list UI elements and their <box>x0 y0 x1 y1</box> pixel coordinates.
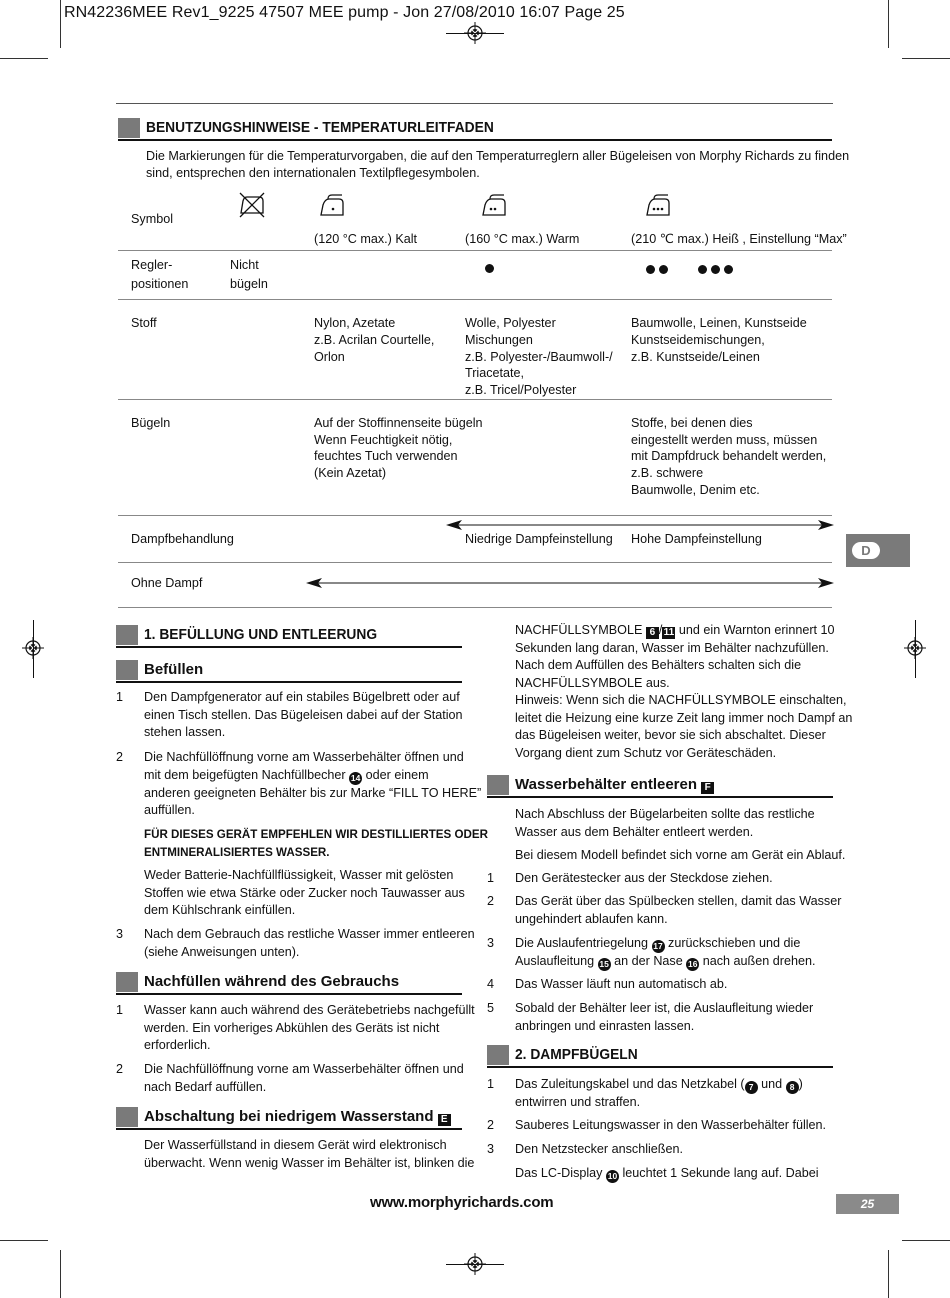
list-number: 2 <box>116 750 124 764</box>
list-item-line <box>515 1076 803 1094</box>
list-number: 1 <box>116 690 124 704</box>
text: ) <box>798 1077 803 1091</box>
list-item-line: ungehindert ablaufen kann. <box>515 911 668 926</box>
heading-square <box>116 625 138 645</box>
registration-line <box>915 620 916 678</box>
list-item: Den Gerätestecker aus der Steckdose ziehen. <box>515 871 773 885</box>
text: oder einem <box>365 767 429 782</box>
figure-letter-badge: F <box>701 782 714 794</box>
list-number: 2 <box>116 1062 124 1076</box>
list-item-line: nach Bedarf auffüllen. <box>144 1079 267 1094</box>
heading-underline <box>116 1128 462 1130</box>
sub-heading-refill <box>116 972 462 994</box>
text: Auslaufleitung <box>515 954 595 968</box>
paragraph-line: leitet die Heizung eine kurze Zeit lang immer noch Dampf an <box>515 710 853 725</box>
list-number: 5 <box>487 1001 495 1015</box>
crop-mark <box>0 1240 48 1241</box>
paragraph <box>515 622 852 762</box>
row-label-buegeln: Bügeln <box>131 416 171 430</box>
no-steam-range-arrow-icon <box>306 576 834 590</box>
note-line: Weder Batterie-Nachfüllflüssigkeit, Wasser mit gelösten <box>144 868 454 882</box>
text: und <box>761 1077 783 1091</box>
language-tab <box>846 534 910 567</box>
buegeln-cold: feuchtes Tuch verwenden <box>314 449 458 463</box>
buegeln-hot: Baumwolle, Denim etc. <box>631 483 760 497</box>
list-item: Den Netzstecker anschließen. <box>515 1142 683 1156</box>
part-number-badge: 14 <box>350 772 361 783</box>
section1-title: 1. BEFÜLLUNG UND ENTLEERUNG <box>144 626 378 643</box>
part-number-badge: 8 <box>786 1081 799 1094</box>
list-item-line: werden. Ein vorheriges Abkühlen des Geräts ist nicht <box>144 1020 440 1035</box>
regler-dot <box>724 265 733 274</box>
dampf-high: Hohe Dampfeinstellung <box>631 532 762 546</box>
warning-text <box>144 826 488 861</box>
list-item-line: Nach dem Gebrauch das restliche Wasser immer entleeren <box>144 927 475 941</box>
sub-heading-low-water-title <box>144 1108 451 1126</box>
paragraph: Bei diesem Modell befindet sich vorne am Gerät ein Ablauf. <box>515 848 846 862</box>
temp-warm: (160 °C max.) Warm <box>465 232 580 246</box>
warning-line: FÜR DIESES GERÄT EMPFEHLEN WIR DESTILLIERTES ODER <box>144 828 488 841</box>
registration-line <box>446 33 504 34</box>
figure-number-badge: 11 <box>663 627 675 638</box>
buegeln-cold: Auf der Stoffinnenseite bügeln <box>314 416 483 430</box>
list-item: Das Wasser läuft nun automatisch ab. <box>515 977 728 991</box>
row-label-regler: Regler- <box>131 258 173 272</box>
section1-heading <box>116 625 462 647</box>
heading-square <box>487 1045 509 1065</box>
heading-underline <box>118 139 832 141</box>
regler-dot <box>646 265 655 274</box>
list-item-line: Wasser kann auch während des Gerätebetriebs nachgefüllt <box>144 1003 475 1017</box>
paragraph-line <box>515 622 852 640</box>
iron-two-dots-icon <box>480 193 508 219</box>
no-iron-icon <box>238 191 266 219</box>
list-item-line: anderen geeigneten Behälter bis zur Marke “FILL TO HERE” <box>144 785 482 800</box>
list-number: 1 <box>116 1003 124 1017</box>
list-item-line <box>515 935 815 953</box>
row-label-ohne-dampf: Ohne Dampf <box>131 576 203 590</box>
list-item-line: erforderlich. <box>144 1038 211 1052</box>
sub-heading-refill-title: Nachfüllen während des Gebrauchs <box>144 973 400 990</box>
text: und ein Warnton erinnert 10 <box>678 623 835 637</box>
list-item <box>144 689 463 742</box>
stoff-cold: Orlon <box>314 350 345 364</box>
paragraph-line: Hinweis: Wenn sich die NACHFÜLLSYMBOLE einschalten, <box>515 693 847 707</box>
text: Die Auslaufentriegelung <box>515 936 649 950</box>
list-number: 4 <box>487 977 495 991</box>
stoff-warm: z.B. Tricel/Polyester <box>465 383 577 397</box>
list-item-line <box>515 953 815 971</box>
stoff-warm: Mischungen <box>465 333 533 347</box>
text: NACHFÜLLSYMBOLE <box>515 623 643 637</box>
list-item-line: einen Tisch stellen. Das Bügeleisen dabei auf der Station <box>144 707 463 722</box>
page-number: 25 <box>836 1194 899 1214</box>
regler-dot <box>485 264 494 273</box>
top-rule <box>116 103 833 104</box>
note-line: Stoffen wie etwa Stärke oder Zucker noch Tauwasser aus <box>144 885 465 900</box>
figure-number-badge: 6 <box>646 627 659 639</box>
crop-mark <box>60 0 61 48</box>
part-number-badge: 16 <box>688 959 698 969</box>
stoff-hot: z.B. Kunstseide/Leinen <box>631 350 760 364</box>
iron-one-dot-icon <box>318 193 346 219</box>
sub-heading-fill <box>116 660 462 682</box>
sub-heading-empty-title <box>515 776 714 794</box>
nicht-buegeln: bügeln <box>230 277 268 291</box>
stoff-hot: Baumwolle, Leinen, Kunstseide <box>631 316 807 330</box>
heading-square <box>487 775 509 795</box>
list-item <box>144 749 481 820</box>
regler-dot <box>659 265 668 274</box>
crop-mark <box>888 0 889 48</box>
crop-mark <box>60 1250 61 1298</box>
temp-guide-intro: sind, entsprechen den internationalen Textilpflegesymbolen. <box>146 166 480 180</box>
list-item-line: anbringen und einrasten lassen. <box>515 1018 695 1033</box>
paragraph-line: Der Wasserfüllstand in diesem Gerät wird elektronisch <box>144 1138 447 1152</box>
crop-mark <box>888 1250 889 1298</box>
stoff-warm: Triacetate, <box>465 366 525 380</box>
note-line: dem Kühlschrank einfüllen. <box>144 903 296 917</box>
stoff-hot: Kunstseidemischungen, <box>631 333 765 347</box>
buegeln-hot: eingestellt werden muss, müssen <box>631 433 818 447</box>
temp-guide-heading <box>118 118 832 140</box>
section2-heading <box>487 1045 833 1067</box>
part-number-badge: 7 <box>745 1081 758 1094</box>
table-rule <box>118 562 832 563</box>
list-item-line: Die Nachfüllöffnung vorne am Wasserbehälter öffnen und <box>144 1062 464 1076</box>
list-item-line: Sobald der Behälter leer ist, die Auslaufleitung wieder <box>515 1001 814 1015</box>
sub-heading-empty <box>487 775 833 797</box>
list-item-line: entwirren und straffen. <box>515 1095 641 1109</box>
table-rule <box>118 515 832 516</box>
text: Wasserbehälter entleeren <box>515 776 698 793</box>
part-number-badge: 10 <box>607 1171 618 1181</box>
table-rule <box>118 250 832 251</box>
section2-title: 2. DAMPFBÜGELN <box>515 1046 638 1063</box>
regler-dot <box>698 265 707 274</box>
sub-heading-fill-title: Befüllen <box>144 661 204 678</box>
list-number: 2 <box>487 1118 495 1132</box>
row-label-symbol: Symbol <box>131 212 173 226</box>
heading-underline <box>116 681 462 683</box>
text: / <box>658 623 663 637</box>
list-item <box>515 893 841 928</box>
figure-letter-badge: E <box>438 1114 451 1126</box>
paragraph <box>515 806 815 841</box>
list-number: 1 <box>487 1077 495 1091</box>
paragraph-line: Wasser aus dem Behälter entleert werden. <box>515 824 754 839</box>
sub-heading-low-water <box>116 1107 462 1129</box>
registration-line <box>33 620 34 678</box>
footer-url[interactable]: www.morphyrichards.com <box>370 1194 554 1211</box>
stoff-cold: Nylon, Azetate <box>314 316 396 330</box>
warning-line: ENTMINERALISIERTES WASSER. <box>144 845 330 859</box>
crop-mark <box>902 58 950 59</box>
temp-cold: (120 °C max.) Kalt <box>314 232 418 246</box>
text: mit dem beigefügten Nachfüllbecher <box>144 767 346 782</box>
part-number-badge: 15 <box>599 959 609 969</box>
list-item <box>515 1000 813 1035</box>
table-rule <box>118 299 832 300</box>
nicht-buegeln: Nicht <box>230 258 259 272</box>
table-rule <box>118 399 832 400</box>
text: Das Zuleitungskabel und das Netzkabel ( <box>515 1077 745 1091</box>
paragraph-line: Vorgang dient zum Schutz vor Geräteschäden. <box>515 745 777 760</box>
language-tab-label: D <box>852 542 880 559</box>
crop-mark <box>0 58 48 59</box>
buegeln-hot: Stoffe, bei denen dies <box>631 416 753 430</box>
list-item <box>515 1076 803 1112</box>
paragraph-line: überwacht. Wenn wenig Wasser im Behälter ist, blinken die <box>144 1155 475 1170</box>
temp-guide-intro: Die Markierungen für die Temperaturvorgaben, die auf den Temperaturreglern aller Bügeleisen von Morphy Richards zu finden <box>146 149 850 163</box>
list-item-line: Den Dampfgenerator auf ein stabiles Bügelbrett oder auf <box>144 690 460 704</box>
print-header: RN42236MEE Rev1_9225 47507 MEE pump - Jon 27/08/2010 16:07 Page 25 <box>64 4 625 21</box>
temp-hot: (210 ℃ max.) Heiß , Einstellung “Max” <box>631 232 847 246</box>
paragraph-line: Sekunden lang daran, Wasser im Behälter nachzufüllen. <box>515 640 829 655</box>
list-item-line: stehen lassen. <box>144 725 226 739</box>
list-item: Sauberes Leitungswasser in den Wasserbehälter füllen. <box>515 1118 827 1132</box>
steam-range-arrow-icon <box>446 518 834 532</box>
list-item <box>515 935 815 971</box>
heading-underline <box>487 1066 833 1068</box>
list-number: 3 <box>116 927 124 941</box>
buegeln-cold: Wenn Feuchtigkeit nötig, <box>314 433 453 447</box>
list-item <box>144 1002 475 1055</box>
list-item <box>144 1061 464 1096</box>
stoff-cold: z.B. Acrilan Courtelle, <box>314 333 435 347</box>
paragraph-line: NACHFÜLLSYMBOLE aus. <box>515 675 670 690</box>
paragraph-line: Nach Abschluss der Bügelarbeiten sollte das restliche <box>515 807 815 821</box>
note-text <box>144 867 465 920</box>
list-number: 3 <box>487 1142 495 1156</box>
text: nach außen drehen. <box>702 954 816 968</box>
list-number: 2 <box>487 894 495 908</box>
paragraph <box>515 1165 819 1183</box>
heading-square <box>116 1107 138 1127</box>
part-number-badge: 17 <box>653 941 663 951</box>
list-item <box>144 926 475 961</box>
list-item-line: auffüllen. <box>144 803 195 817</box>
text: Abschaltung bei niedrigem Wasserstand <box>144 1108 434 1125</box>
text: leuchtet 1 Sekunde lang auf. Dabei <box>622 1166 819 1180</box>
buegeln-cold: (Kein Azetat) <box>314 466 387 480</box>
paragraph-line: Nach dem Auffüllen des Behälters schalten sich die <box>515 658 802 672</box>
paragraph <box>144 1137 474 1172</box>
heading-square <box>116 972 138 992</box>
heading-underline <box>116 646 462 648</box>
list-item-line: (siehe Anweisungen unten). <box>144 944 300 959</box>
buegeln-hot: z.B. schwere <box>631 466 704 480</box>
row-label-dampf: Dampfbehandlung <box>131 532 234 546</box>
list-item-line: Die Nachfüllöffnung vorne am Wasserbehälter öffnen und <box>144 750 464 764</box>
paragraph-line: das Bügeleisen weiter, bevor sie sich abschaltet. Dieser <box>515 728 826 742</box>
table-rule <box>118 607 832 608</box>
stoff-warm: z.B. Polyester-/Baumwoll-/ <box>465 350 613 364</box>
text: an der Nase <box>614 954 683 968</box>
text: zurückschieben und die <box>668 936 801 950</box>
heading-square <box>118 118 140 138</box>
heading-underline <box>116 993 462 995</box>
crop-mark <box>902 1240 950 1241</box>
registration-line <box>446 1264 504 1265</box>
row-label-regler: positionen <box>131 277 189 291</box>
temp-guide-title: BENUTZUNGSHINWEISE - TEMPERATURLEITFADEN <box>146 119 494 136</box>
list-item-line: Das Gerät über das Spülbecken stellen, damit das Wasser <box>515 894 842 908</box>
regler-dot <box>711 265 720 274</box>
dampf-low: Niedrige Dampfeinstellung <box>465 532 613 546</box>
list-item-line <box>144 767 481 785</box>
list-number: 3 <box>487 936 495 950</box>
row-label-stoff: Stoff <box>131 316 157 330</box>
text: Das LC-Display <box>515 1166 603 1180</box>
buegeln-hot: mit Dampfdruck behandelt werden, <box>631 449 827 463</box>
heading-underline <box>487 796 833 798</box>
list-number: 1 <box>487 871 495 885</box>
stoff-warm: Wolle, Polyester <box>465 316 556 330</box>
heading-square <box>116 660 138 680</box>
iron-three-dots-icon <box>644 193 672 219</box>
